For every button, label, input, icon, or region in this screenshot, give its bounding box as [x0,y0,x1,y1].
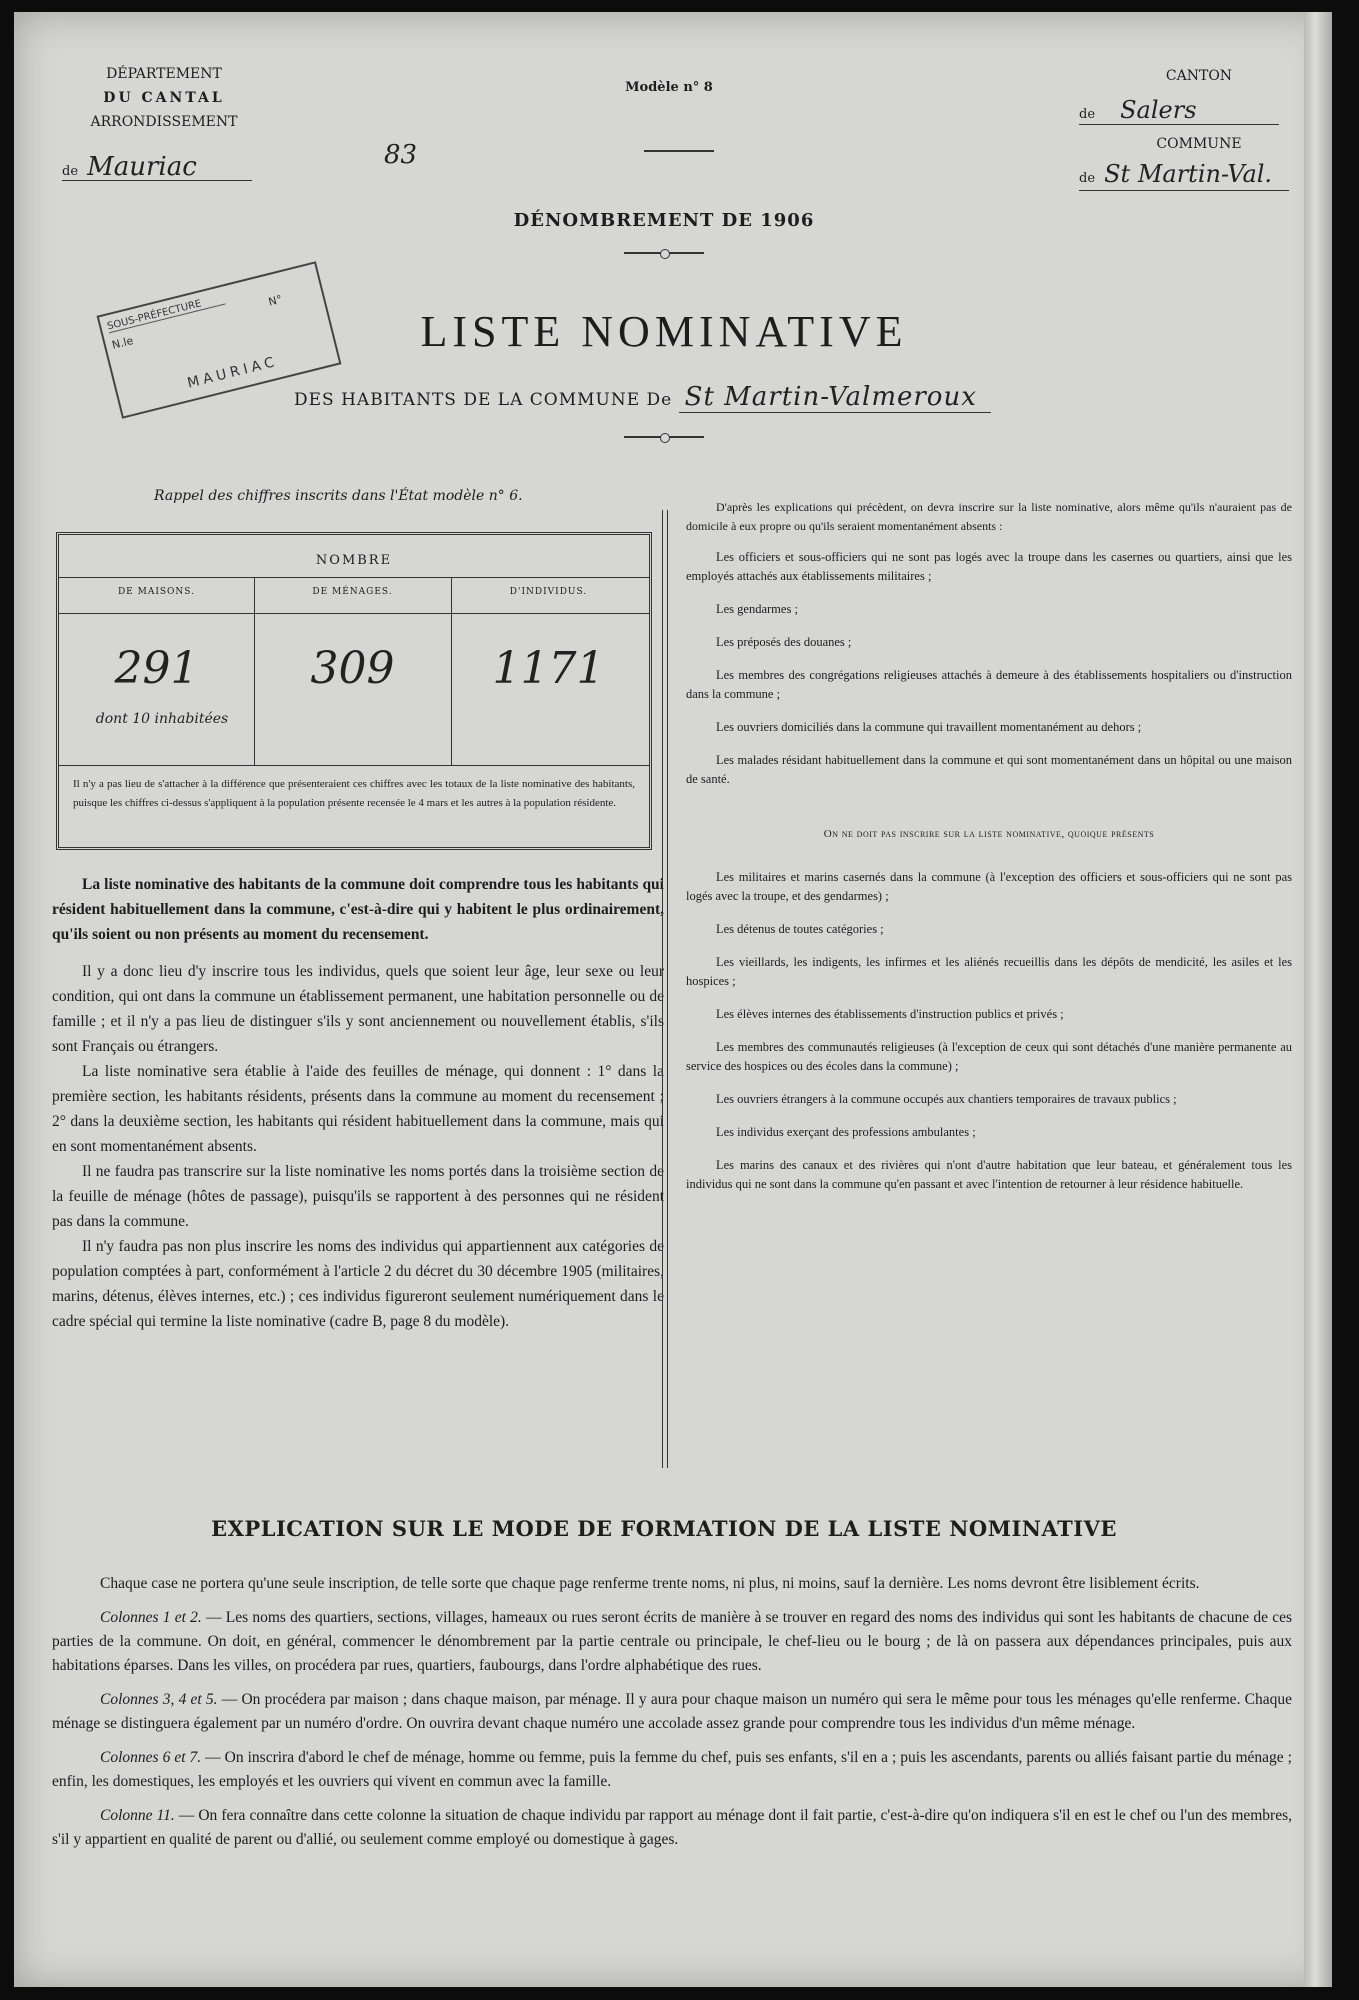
stamp-line2: N.le [110,333,135,352]
left-paragraph: La liste nominative des habitants de la commune doit comprendre tous les habitants qui résident habituellement dans la commune, c'est-à-dire qui y habitent le plus ordinairement, qu'ils soient ou non présents au moment du recensement. [52,876,664,943]
explication-label: Colonnes 3, 4 et 5. [100,1691,218,1708]
denombrement-title: DÉNOMBREMENT DE 1906 [513,210,815,231]
explication-paragraph [52,1804,1292,1852]
explication-intro: Chaque case ne portera qu'une seule inscription, de telle sorte que chaque page renferme trente noms, ni plus, ni moins, sauf la dernière. Les noms devront être lisiblement écrits. [100,1575,1200,1592]
explication-label: Colonnes 6 et 7. [100,1749,202,1766]
habitants-line [294,382,1094,412]
arrondissement-value: Mauriac [87,152,197,182]
include-item: Les préposés des douanes ; [716,635,852,649]
left-column [52,872,664,1334]
modele-rule [644,150,714,152]
left-paragraph: Il ne faudra pas transcrire sur la liste nominative les noms portés dans la troisième section de la feuille de ménage (hôtes de passage), puisqu'ils se rapportent à des personnes qui ne résident pas dans la commune. [52,1163,664,1230]
explication-title: EXPLICATION SUR LE MODE DE FORMATION DE LA LISTE NOMINATIVE [211,1516,1117,1541]
include-item: Les ouvriers domiciliés dans la commune qui travaillent momentanément au dehors ; [716,720,1142,734]
column-divider [662,510,668,1468]
explication-paragraph [52,1688,1292,1736]
exclude-item: Les vieillards, les indigents, les infirmes et les aliénés recueillis dans les dépôts de mendicité, les asiles et les hospices ; [686,955,1292,988]
recap-col-maisons: DE MAISONS. [117,587,196,597]
include-item: Les membres des congrégations religieuses attachés à demeure à des établissements hospitaliers ou d'instruction dans la commune ; [686,668,1292,701]
explication-label: Colonnes 1 et 2. [100,1609,202,1626]
recap-col-individus: D'INDIVIDUS. [509,587,588,597]
right-intro: D'après les explications qui précèdent, on devra inscrire sur la liste nominative, alors même qu'ils n'auraient pas de domicile à eux propre ou qu'ils seraient momentanément absents : [686,500,1292,533]
recap-menages-value: 309 [310,643,395,694]
stamp-line3: N° [267,292,284,309]
title-ornament-2 [624,436,704,438]
exclude-heading: On ne doit pas inscrire sur la liste nominative, quoique présents [823,828,1155,840]
explication-text: — Les noms des quartiers, sections, villages, hameaux ou rues seront écrits de manière à se trouver en regard des noms des individus qui sont les habitants de chacune de ces parties de la commune. On doit, en général, commencer le dénombrement par la partie centrale ou principale, le chef-lieu ou le bourg ; de là on passera aux dépendances principales, puis aux habitations éparses. Dans les villes, on procédera par rues, quartiers, faubourgs, dans l'ordre alphabétique des rues. [52,1609,1292,1674]
arrondissement-prefix: de [62,164,79,179]
include-item: Les gendarmes ; [716,602,798,616]
exclude-item: Les élèves internes des établissements d'instruction publics et privés ; [716,1007,1064,1021]
exclude-item: Les ouvriers étrangers à la commune occupés aux chantiers temporaires de travaux publics ; [716,1092,1177,1106]
stamp-line1: SOUS-PRÉFECTURE [106,293,225,334]
explication-paragraph [52,1606,1292,1678]
habitants-prefix: DES HABITANTS DE LA COMMUNE De [294,390,673,410]
commune-field [1079,160,1289,191]
exclude-item: Les marins des canaux et des rivières qui n'ont d'autre habitation que leur bateau, et généralement tous les individus qui ne sont dans la commune qu'en passant et avec l'intention de retourner à leur résidence habituelle. [686,1158,1292,1191]
canton-label: CANTON [1165,68,1233,84]
exclude-item: Les membres des communautés religieuses (à l'exception de ceux qui sont détachés d'une manière permanente au service des hospices ou des écoles dans la commune) ; [686,1040,1292,1073]
exclude-item: Les détenus de toutes catégories ; [716,922,884,936]
explication-text: — On inscrira d'abord le chef de ménage, homme ou femme, puis la femme du chef, puis ses enfants, s'il en a ; puis les ascendants, parents ou alliés faisant partie du ménage ; enfin, les domestiques, les employés et les ouvriers qui vivent en commun avec la famille. [52,1749,1292,1790]
stamp-line4: MAURIAC [185,353,280,392]
arrondissement-label: ARRONDISSEMENT [90,114,238,130]
explication-text: — On procédera par maison ; dans chaque maison, par ménage. Il y aura pour chaque maison un numéro qui sera le même pour tous les ménages qu'elle renferme. Chaque ménage se distinguera également par un numéro d'ordre. On ouvrira devant chaque numéro une accolade assez grande pour comprendre tous les individus d'un même ménage. [52,1691,1292,1732]
title-ornament-1 [624,252,704,254]
recap-header: NOMBRE [315,553,393,568]
explication-label: Colonne 11. [100,1807,175,1824]
right-column [686,498,1292,1194]
left-paragraph: Il n'y faudra pas non plus inscrire les noms des individus qui appartiennent aux catégories de population comptées à part, conformément à l'article 2 du décret du 30 décembre 1905 (militaires, marins, détenus, élèves internes, etc.) ; ces individus figureront seulement numériquement dans le cadre spécial qui termine la liste nominative (cadre B, page 8 du modèle). [52,1238,664,1330]
exclude-item: Les militaires et marins casernés dans la commune (à l'exception des officiers et sous-officiers qui ne sont pas logés avec la troupe, et des gendarmes) ; [686,870,1292,903]
left-paragraph: Il y a donc lieu d'y inscrire tous les individus, quels que soient leur âge, leur sexe ou leur condition, qui ont dans la commune un établissement permanent, une habitation personnelle ou de famille ; et il n'y a pas lieu de distinguer s'ils y sont anciennement ou nouvellement établis, s'ils sont Français ou étrangers. [52,963,664,1055]
recap-individus-value: 1171 [492,643,605,694]
liste-title: LISTE NOMINATIVE [420,307,908,356]
exclude-item: Les individus exerçant des professions ambulantes ; [716,1125,976,1139]
margin-note: 83 [384,140,418,170]
recap-note: Il n'y a pas lieu de s'attacher à la différence que présenteraient ces chiffres avec les totaux de la liste nominative des habitants, puisque les chiffres ci-dessus s'appliquent à la population présente recensée le 4 mars et les autres à la population résidente. [73,778,635,809]
include-item: Les officiers et sous-officiers qui ne sont pas logés avec la troupe dans les casernes ou quartiers, ainsi que les employés attachés aux établissements militaires ; [686,550,1292,583]
departement-line1: DÉPARTEMENT [106,66,222,82]
recap-col-menages: DE MÉNAGES. [312,587,393,597]
departement-block [74,62,254,134]
explication-body [52,1572,1292,1852]
page-edge [1304,12,1332,1987]
departement-line2: DU CANTAL [103,90,225,106]
commune-value: St Martin-Val. [1104,160,1273,188]
modele-label: Modèle n° 8 [625,80,713,95]
explication-paragraph [52,1746,1292,1794]
arrondissement-field [62,152,252,181]
canton-prefix: de [1079,107,1096,122]
recap-caption: Rappel des chiffres inscrits dans l'État modèle n° 6. [154,488,523,504]
habitants-commune-value: St Martin-Valmeroux [679,382,991,413]
explication-text: — On fera connaître dans cette colonne la situation de chaque individu par rapport au ménage dont il fait partie, c'est-à-dire qu'on indiquera s'il en est le chef ou l'un des membres, s'il y appartient en qualité de parent ou d'allié, ou seulement comme employé ou domestique à gages. [52,1807,1293,1848]
canton-value: Salers [1120,96,1197,124]
recap-table [56,532,652,850]
document-page [14,12,1332,1987]
include-item: Les malades résidant habituellement dans la commune et qui sont momentanément dans un hôpital ou une maison de santé. [686,753,1292,786]
commune-label: COMMUNE [1156,136,1242,152]
recap-maisons-note: dont 10 inhabitées [95,711,229,727]
commune-prefix: de [1079,171,1096,186]
left-paragraph: La liste nominative sera établie à l'aide des feuilles de ménage, qui donnent : 1° dans la première section, les habitants résidents, présents dans la commune au moment du recensement ; 2° dans la deuxième section, les habitants qui résident habituellement dans la commune, mais qui en sont momentanément absents. [52,1063,664,1155]
canton-field [1079,96,1279,125]
recap-maisons-value: 291 [114,643,199,694]
